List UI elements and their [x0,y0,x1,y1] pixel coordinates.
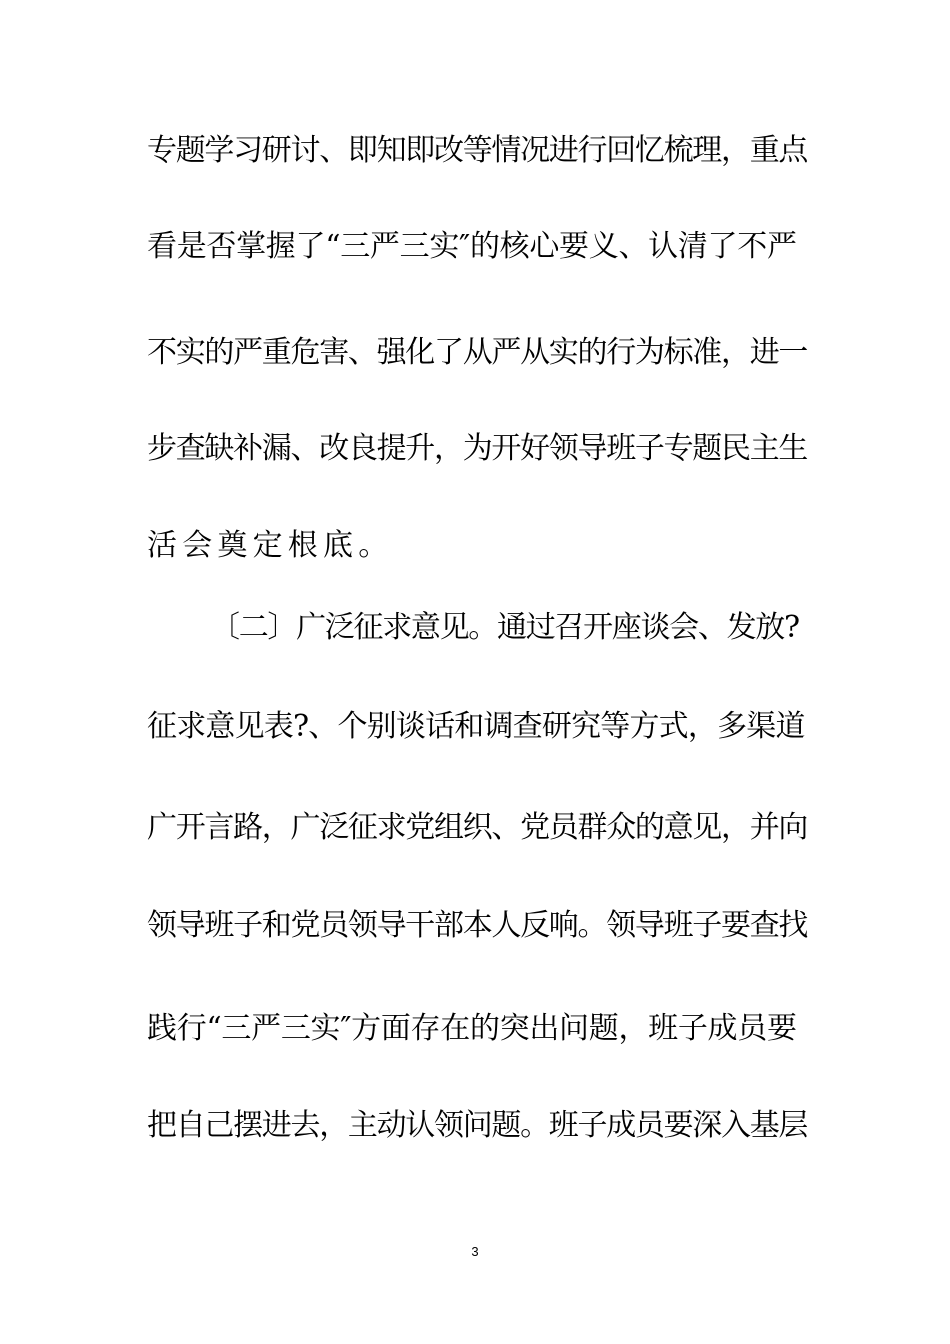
body-text-line: 看是否掌握了“三严三实″的核心要义、认清了不严 [147,229,797,264]
page-number: 3 [471,1244,479,1259]
body-text-line: 不实的严重危害、强化了从严从实的行为标准，进一 [147,335,808,370]
body-text-line: 专题学习研讨、即知即改等情况进行回忆梳理，重点 [147,133,808,168]
body-text-line: 把自己摆进去，主动认领问题。班子成员要深入基层 [147,1108,808,1143]
body-text-line: 活会奠定根底。 [147,528,394,563]
paragraph-first-line: 〔二〕广泛征求意见。通过召开座谈会、发放? [210,610,799,645]
body-text-line: 领导班子和党员领导干部本人反响。领导班子要查找 [147,908,808,943]
body-text-line: 践行“三严三实″方面存在的突出问题，班子成员要 [147,1011,797,1046]
body-text-line: 广开言路，广泛征求党组织、党员群众的意见，并向 [147,810,808,845]
body-text-line: 征求意见表?、个别谈话和调查研究等方式，多渠道 [147,709,805,744]
body-text-line: 步查缺补漏、改良提升，为开好领导班子专题民主生 [147,431,808,466]
